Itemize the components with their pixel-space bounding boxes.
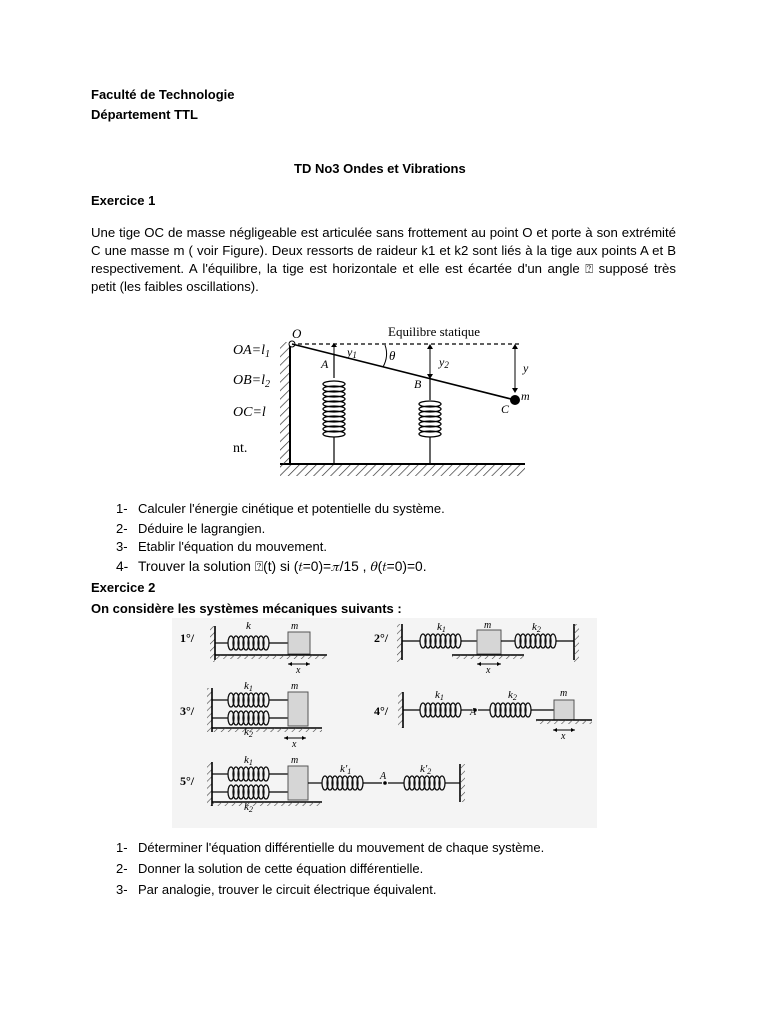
label-OA: OA=l <box>233 343 265 358</box>
label-theta: θ <box>389 348 396 363</box>
label-y: y <box>523 361 529 375</box>
spring-k1 <box>228 693 269 707</box>
label-y2-sub: 2 <box>444 360 449 370</box>
label-nt: nt. <box>233 441 248 456</box>
label-B: B <box>414 377 422 391</box>
svg-text:OB=l2 <box>233 373 270 390</box>
label-OC: OC=l <box>233 405 266 420</box>
spring-k2p-label: k' <box>420 763 428 775</box>
document-title: TD No3 Ondes et Vibrations <box>294 161 466 176</box>
question-text: Calculer l'énergie cinétique et potentielle du système. <box>138 501 445 516</box>
x-label: x <box>292 739 297 750</box>
mass-block <box>288 766 308 800</box>
spring-k-label: k <box>246 620 251 632</box>
spring-k2-label: k <box>244 726 249 738</box>
label-O: O <box>292 326 302 341</box>
arrow-y-head-bottom <box>512 388 518 393</box>
system-2-label: 2°/ <box>374 631 389 645</box>
question-num: 2- <box>116 521 128 536</box>
mass-block <box>288 632 310 654</box>
spring-k1-sub: 1 <box>248 684 253 693</box>
label-OA-sub: 1 <box>265 349 270 360</box>
question-2-1 <box>116 837 544 858</box>
question-2-3 <box>116 879 544 900</box>
question-1-2 <box>116 519 445 539</box>
x-label: x <box>296 665 301 676</box>
label-OB: OB=l <box>233 373 265 388</box>
label-m: m <box>521 389 530 403</box>
question-text: Etablir l'équation du mouvement. <box>138 539 327 554</box>
mass-block <box>554 700 574 720</box>
exercise2-questions <box>116 837 544 900</box>
mass-m <box>510 395 520 405</box>
svg-text:y2 <box>438 355 449 370</box>
spring-k2-sub: 2 <box>248 730 253 739</box>
question-1-4 <box>116 557 445 577</box>
question-text: Trouver la solution ⍰(t) si (𝑡=0)=𝜋/15 , 𝜃(𝑡=0)=0. <box>138 559 427 574</box>
point-A-label: A <box>380 771 387 782</box>
point-A-label: A <box>470 707 477 718</box>
spring-k1p-sub: 1 <box>347 767 352 776</box>
spring-k1-sub: 1 <box>439 693 444 702</box>
exercise1-figure <box>225 318 530 482</box>
spring-k <box>228 636 269 650</box>
mass-label: m <box>291 755 299 766</box>
spring-k2-prime <box>404 776 445 790</box>
system-4-label: 4°/ <box>374 704 389 718</box>
mass-label: m <box>560 688 568 699</box>
spring-k1 <box>420 703 461 717</box>
spring-k2-label: k <box>532 621 537 633</box>
department-name: Département TTL <box>91 107 198 122</box>
spring-k1-sub: 1 <box>441 625 446 634</box>
spring-k1-prime <box>322 776 363 790</box>
spring-k2 <box>515 634 556 648</box>
question-num: 4- <box>116 559 129 574</box>
question-text: Par analogie, trouver le circuit électrique équivalent. <box>138 882 437 897</box>
mass-label: m <box>291 681 299 692</box>
svg-text:y1 <box>346 345 357 360</box>
spring-k2-sub: 2 <box>512 693 517 702</box>
spring-k1-sub: 1 <box>248 758 253 767</box>
mass-label: m <box>484 620 492 631</box>
spring-k2 <box>228 711 269 725</box>
mass-block <box>477 630 501 654</box>
question-1-1 <box>116 499 445 519</box>
spring-k2-label: k <box>244 801 249 813</box>
question-num: 1- <box>116 501 128 516</box>
arrow-y-head-top <box>512 344 518 349</box>
spring-k1 <box>420 634 461 648</box>
question-text: Déduire le lagrangien. <box>138 521 266 536</box>
system-3-label: 3°/ <box>180 704 195 718</box>
spring-k2-sub: 2 <box>536 625 541 634</box>
theta-arc <box>383 345 387 367</box>
label-y2: y <box>439 355 445 369</box>
exercise1-questions <box>116 499 445 577</box>
question-num: 3- <box>116 539 128 554</box>
faculty-name: Faculté de Technologie <box>91 87 235 102</box>
spring-k1 <box>228 767 269 781</box>
svg-text:OA=l1 <box>233 343 270 360</box>
system-1-label: 1°/ <box>180 631 195 645</box>
spring-k1-label: k <box>244 754 249 766</box>
arrow-y2-head-top <box>427 344 433 349</box>
spring-k2p-sub: 2 <box>427 767 432 776</box>
label-equilibrium: Equilibre statique <box>388 324 481 339</box>
mass-block <box>288 692 308 726</box>
spring-k2-sub: 2 <box>248 805 253 814</box>
spring-k1-label: k <box>435 689 440 701</box>
label-y1-sub: 1 <box>352 350 357 360</box>
wall-hatch <box>280 342 290 464</box>
x-label: x <box>561 731 566 742</box>
spring-A-coil <box>323 381 345 437</box>
spring-k2 <box>490 703 531 717</box>
spring-k1-label: k <box>244 680 249 692</box>
question-1-3 <box>116 537 445 557</box>
spring-k1-label: k <box>437 621 442 633</box>
spring-k2-label: k <box>508 689 513 701</box>
spring-B-coil <box>419 401 441 437</box>
label-OB-sub: 2 <box>265 379 270 390</box>
question-text: Donner la solution de cette équation différentielle. <box>138 861 424 876</box>
mass-label: m <box>291 621 299 632</box>
x-label: x <box>486 665 491 676</box>
question-num: 2- <box>116 861 128 876</box>
system-5-label: 5°/ <box>180 774 195 788</box>
spring-k1p-label: k' <box>340 763 348 775</box>
exercise2-figure <box>172 618 597 828</box>
exercise2-heading: Exercice 2 <box>91 580 156 595</box>
spring-k2 <box>228 785 269 799</box>
question-text: Déterminer l'équation différentielle du mouvement de chaque système. <box>138 840 545 855</box>
exercise1-heading: Exercice 1 <box>91 193 156 208</box>
question-2-2 <box>116 858 544 879</box>
label-C: C <box>501 402 510 416</box>
question-num: 3- <box>116 882 128 897</box>
label-A: A <box>321 357 329 371</box>
exercise1-statement: Une tige OC de masse négligeable est articulée sans frottement au point O et porte à son extrémité C une masse m ( voir Figure). Deux ressorts de raideur k1 et k2 sont liés à la tige aux points A et B respectivement. A l'équilibre, la tige est horizontale et elle est écartée d'un angle ⍰ supposé très petit (les faibles oscillations). <box>91 225 676 294</box>
question-num: 1- <box>116 840 128 855</box>
label-y1: y <box>347 345 353 359</box>
exercise2-intro: On considère les systèmes mécaniques suivants : <box>91 601 402 616</box>
ground-hatch <box>280 464 525 476</box>
